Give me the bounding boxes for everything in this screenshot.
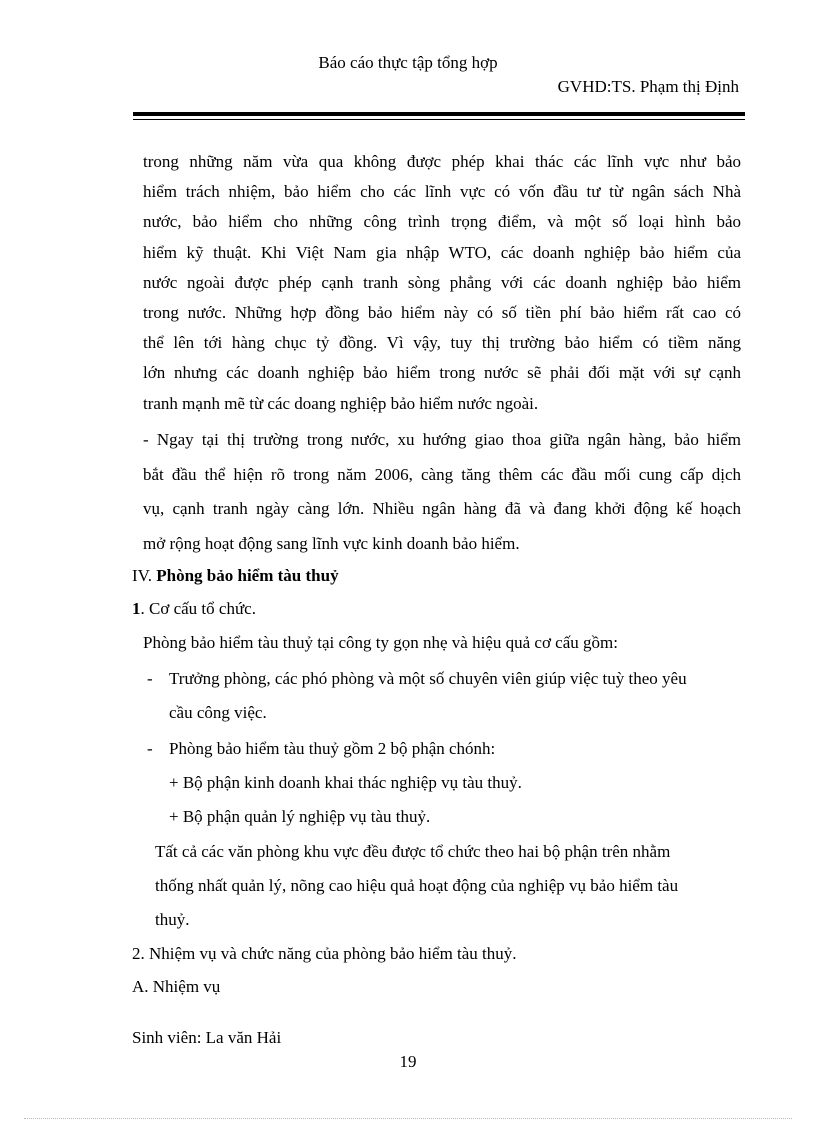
bullet-1-line-2: cầu công việc. bbox=[169, 703, 267, 722]
sub-bullet-2: + Bộ phận quản lý nghiệp vụ tàu thuỷ. bbox=[169, 807, 431, 826]
paragraph-1-line: trong nước. Những hợp đồng bảo hiểm này có số tiền phí bảo hiểm rất cao có bbox=[143, 302, 741, 322]
bullet-dash: - bbox=[147, 669, 153, 688]
paragraph-1 bbox=[143, 147, 741, 419]
paragraph-2-line: bắt đầu thể hiện rõ trong năm 2006, càng tăng thêm các đầu mối cung cấp dịch bbox=[143, 464, 741, 484]
paragraph-1-line: trong những năm vừa qua không được phép khai thác các lĩnh vực như bảo bbox=[143, 152, 741, 171]
subsection-1-title: . Cơ cấu tổ chức. bbox=[140, 599, 256, 618]
bullet-2: Phòng bảo hiểm tàu thuỷ gồm 2 bộ phận chónh: bbox=[169, 739, 496, 758]
paragraph-1-line: hiểm kỹ thuật. Khi Việt Nam gia nhập WTO, các doanh nghiệp bảo hiểm của bbox=[143, 242, 741, 262]
summary-line-2: thống nhất quản lý, nõng cao hiệu quả hoạt động của nghiệp vụ bảo hiểm tàu bbox=[155, 876, 679, 895]
paragraph-1-line: thể lên tới hàng chục tỷ đồng. Vì vậy, tuy thị trường bảo hiểm có tiềm năng bbox=[143, 333, 741, 353]
page-number: 19 bbox=[399, 1052, 417, 1071]
header-rule-thin bbox=[133, 119, 745, 120]
section-heading bbox=[132, 565, 339, 587]
paragraph-2-line: mở rộng hoạt động sang lĩnh vực kinh doanh bảo hiểm. bbox=[143, 533, 520, 553]
paragraph-1-line: nước, bảo hiểm cho những công trình trọng điểm, và một số loại hình bảo bbox=[143, 212, 741, 232]
bullet-dash: - bbox=[147, 739, 153, 758]
footer-student: Sinh viên: La văn Hải bbox=[132, 1028, 282, 1047]
sub-bullet-1: + Bộ phận kinh doanh khai thác nghiệp vụ tàu thuỷ. bbox=[169, 773, 522, 792]
page-bottom-dotted-rule bbox=[24, 1118, 792, 1119]
section-title: Phòng bảo hiểm tàu thuỷ bbox=[156, 566, 339, 585]
paragraph-2-line: vụ, cạnh tranh ngày càng lớn. Nhiều ngân hàng đã và đang khởi động kế hoạch bbox=[143, 499, 741, 518]
summary-line-3: thuỷ. bbox=[155, 910, 190, 929]
paragraph-1-line: tranh mạnh mẽ từ các doang nghiệp bảo hiểm nước ngoài. bbox=[143, 393, 539, 413]
section-number: IV. bbox=[132, 566, 152, 585]
paragraph-1-line: hiểm trách nhiệm, bảo hiểm cho các lĩnh vực có vốn đầu tư từ ngân sách Nhà bbox=[143, 182, 741, 202]
subsection-1-number: 1 bbox=[132, 599, 141, 618]
subsection-a-heading: A. Nhiệm vụ bbox=[132, 977, 221, 996]
bullet-1-line-1: Trưởng phòng, các phó phòng và một số chuyên viên giúp việc tuỳ theo yêu bbox=[169, 669, 687, 688]
header-advisor: GVHD:TS. Phạm thị Định bbox=[557, 77, 739, 96]
paragraph-1-line: nước ngoài được phép cạnh tranh sòng phẳng với các doanh nghiệp bảo hiểm bbox=[143, 272, 741, 292]
summary-line-1: Tất cả các văn phòng khu vực đều được tổ chức theo hai bộ phận trên nhằm bbox=[155, 842, 671, 861]
paragraph-2 bbox=[143, 423, 741, 561]
subsection-1-heading bbox=[132, 598, 256, 620]
subsection-2-heading: 2. Nhiệm vụ và chức năng của phòng bảo hiểm tàu thuỷ. bbox=[132, 944, 517, 963]
intro-text: Phòng bảo hiểm tàu thuỷ tại công ty gọn nhẹ và hiệu quả cơ cấu gồm: bbox=[143, 633, 618, 652]
paragraph-1-line: lớn nhưng các doanh nghiệp bảo hiểm trong nước sẽ phải đối mặt với sự cạnh bbox=[143, 363, 741, 383]
paragraph-2-line: - Ngay tại thị trường trong nước, xu hướng giao thoa giữa ngân hàng, bảo hiểm bbox=[143, 430, 741, 449]
header-rule-thick bbox=[133, 112, 745, 116]
header-title: Báo cáo thực tập tổng hợp bbox=[318, 53, 498, 72]
